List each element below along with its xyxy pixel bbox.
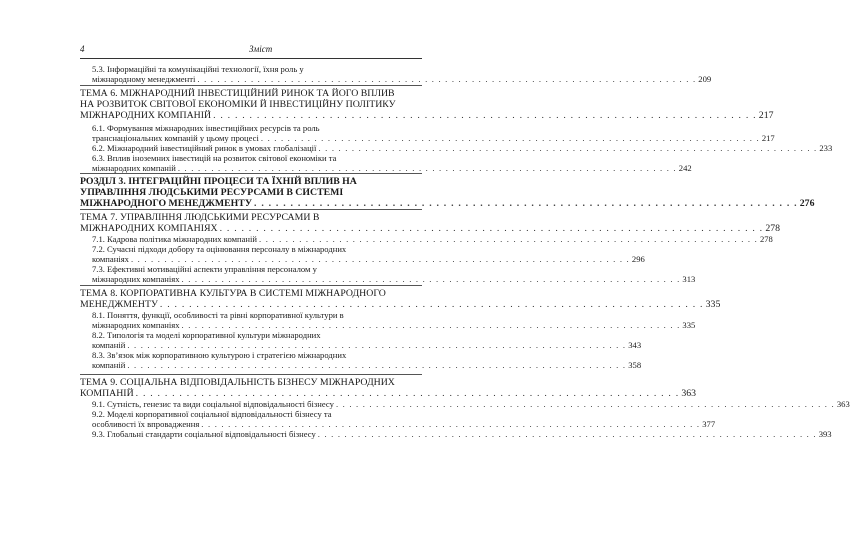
- dot-leader: . . . . . . . . . . . . . . . . . . . . . . . . . . . . . . . . . . . . . . . . . . . . . . . . . . . . . . . . . . . . . . . . . . . . . . . . . . .: [335, 399, 835, 409]
- toc-entry-last-line: [80, 223, 781, 235]
- toc-entry-sub[interactable]: [92, 143, 833, 153]
- dot-leader: . . . . . . . . . . . . . . . . . . . . . . . . . . . . . . . . . . . . . . . . . . . . . . . . . . . . . . . . . . . . . . . . . . . . . . . . . . .: [317, 429, 817, 439]
- toc-entry-last-line: [92, 133, 775, 144]
- toc-entry-sub[interactable]: [92, 244, 645, 265]
- section-divider: [80, 173, 422, 174]
- toc-entry-line: ТЕМА 8. КОРПОРАТИВНА КУЛЬТУРА В СИСТЕМІ МІЖНАРОДНОГО: [80, 288, 386, 299]
- toc-entry-last-line: [92, 360, 642, 371]
- toc-page-number: 217: [761, 133, 775, 144]
- toc-entry-title: компаній: [92, 360, 126, 371]
- toc-entry-last-line: [92, 399, 850, 409]
- toc-entry-title: міжнародних компаній: [92, 163, 176, 174]
- toc-entry-last-line: [92, 74, 712, 85]
- toc-entry-theme[interactable]: [80, 88, 774, 122]
- toc-entry-sub[interactable]: [92, 350, 642, 371]
- toc-entry-last-line: [80, 110, 774, 122]
- toc-entry-title: особливості їх впровадження: [92, 419, 200, 430]
- toc-entry-line: УПРАВЛІННЯ ЛЮДСЬКИМИ РЕСУРСАМИ В СИСТЕМІ: [80, 187, 344, 199]
- toc-entry-line: 7.2. Сучасні підходи добору та оцінювання персоналу в міжнародних: [92, 244, 347, 254]
- section-divider: [80, 374, 422, 375]
- dot-leader: . . . . . . . . . . . . . . . . . . . . . . . . . . . . . . . . . . . . . . . . . . . . . . . . . . . . . . . . . . . . . . . . . . . . . . . . . . .: [181, 274, 681, 285]
- dot-leader: . . . . . . . . . . . . . . . . . . . . . . . . . . . . . . . . . . . . . . . . . . . . . . . . . . . . . . . . . . . . . . . . . . . . . . . . . . .: [197, 74, 697, 85]
- toc-page-number: 335: [682, 320, 696, 331]
- dot-leader: . . . . . . . . . . . . . . . . . . . . . . . . . . . . . . . . . . . . . . . . . . . . . . . . . . . . . . . . . . . . . . . . . . . . . . . . . . .: [159, 299, 704, 311]
- dot-leader: . . . . . . . . . . . . . . . . . . . . . . . . . . . . . . . . . . . . . . . . . . . . . . . . . . . . . . . . . . . . . . . . . . . . . . . . . . .: [201, 419, 701, 430]
- toc-entry-line: 6.1. Формування міжнародних інвестиційних ресурсів та роль: [92, 123, 320, 133]
- dot-leader: . . . . . . . . . . . . . . . . . . . . . . . . . . . . . . . . . . . . . . . . . . . . . . . . . . . . . . . . . . . . . . . . . . . . . . . . . . .: [127, 360, 627, 371]
- toc-entry-line: 8.1. Поняття, функції, особливості та рівні корпоративної культури в: [92, 310, 344, 320]
- dot-leader: . . . . . . . . . . . . . . . . . . . . . . . . . . . . . . . . . . . . . . . . . . . . . . . . . . . . . . . . . . . . . . . . . . . . . . . . . . .: [259, 234, 758, 244]
- section-divider: [80, 85, 422, 86]
- dot-leader: . . . . . . . . . . . . . . . . . . . . . . . . . . . . . . . . . . . . . . . . . . . . . . . . . . . . . . . . . . . . . . . . . . . . . . . . . . .: [260, 133, 760, 144]
- toc-entry-line: ТЕМА 6. МІЖНАРОДНИЙ ІНВЕСТИЦІЙНИЙ РИНОК ТА ЙОГО ВПЛИВ: [80, 88, 395, 99]
- toc-page-number: 335: [705, 299, 721, 311]
- toc-page-number: 358: [628, 360, 642, 371]
- toc-entry-title: 9.1. Сутність, генезис та види соціальної відповідальності бізнесу: [92, 399, 334, 409]
- toc-entry-line: 8.3. Зв’язок між корпоративною культурою і стратегією міжнародних: [92, 350, 347, 360]
- toc-entry-sub[interactable]: [92, 409, 716, 430]
- toc-entry-title: компаній: [92, 340, 126, 351]
- dot-leader: . . . . . . . . . . . . . . . . . . . . . . . . . . . . . . . . . . . . . . . . . . . . . . . . . . . . . . . . . . . . . . . . . . . . . . . . . . .: [318, 143, 818, 153]
- toc-entry-title: 9.3. Глобальні стандарти соціальної відповідальності бізнесу: [92, 429, 316, 439]
- toc-entry-line: 8.2. Типологія та моделі корпоративної культури міжнародних: [92, 330, 321, 340]
- toc-entry-last-line: [92, 429, 832, 439]
- toc-entry-last-line: [80, 299, 721, 311]
- toc-entry-sub[interactable]: [92, 429, 832, 439]
- dot-leader: . . . . . . . . . . . . . . . . . . . . . . . . . . . . . . . . . . . . . . . . . . . . . . . . . . . . . . . . . . . . . . . . . . . . . . . . . . .: [213, 110, 757, 122]
- toc-entry-last-line: [92, 254, 645, 265]
- toc-entry-theme[interactable]: [80, 212, 781, 235]
- toc-entry-sub[interactable]: [92, 123, 775, 144]
- dot-leader: . . . . . . . . . . . . . . . . . . . . . . . . . . . . . . . . . . . . . . . . . . . . . . . . . . . . . . . . . . . . . . . . . . . . . . . . . . .: [135, 388, 680, 400]
- toc-entry-sub[interactable]: [92, 234, 773, 244]
- toc-entry-last-line: [92, 320, 696, 331]
- toc-entry-title: МІЖНАРОДНИХ КОМПАНІЙ: [80, 110, 212, 122]
- toc-entry-last-line: [92, 340, 642, 351]
- toc-entry-title: 6.2. Міжнародний інвестиційний ринок в умовах глобалізації: [92, 143, 317, 153]
- toc-entry-title: КОМПАНІЙ: [80, 388, 134, 400]
- toc-entry-line: 7.3. Ефективні мотиваційні аспекти управління персоналом у: [92, 264, 317, 274]
- toc-entry-line: НА РОЗВИТОК СВІТОВОЇ ЕКОНОМІКИ Й ІНВЕСТИЦІЙНУ ПОЛІТИКУ: [80, 99, 396, 111]
- toc-page-number: 377: [702, 419, 716, 430]
- toc-entry-last-line: [92, 234, 773, 244]
- toc-entry-sub[interactable]: [92, 153, 692, 174]
- dot-leader: . . . . . . . . . . . . . . . . . . . . . . . . . . . . . . . . . . . . . . . . . . . . . . . . . . . . . . . . . . . . . . . . . . . . . . . . . . .: [254, 198, 798, 210]
- toc-entry-title: транснаціональних компаній у цьому процесі: [92, 133, 259, 144]
- toc-entry-last-line: [80, 198, 815, 210]
- toc-entry-line: РОЗДІЛ 3. ІНТЕГРАЦІЙНІ ПРОЦЕСИ ТА ЇХНІЙ ВПЛИВ НА: [80, 176, 357, 187]
- toc-entry-last-line: [80, 388, 697, 400]
- toc-entry-line: 5.3. Інформаційні та комунікаційні технології, їхня роль у: [92, 64, 304, 74]
- toc-entry-title: міжнародних компаніях: [92, 274, 180, 285]
- toc-entry-sub[interactable]: [92, 330, 642, 351]
- toc-page-number: 276: [799, 198, 815, 210]
- toc-entry-title: 7.1. Кадрова політика міжнародних компаній: [92, 234, 258, 244]
- toc-entry-theme[interactable]: [80, 288, 721, 311]
- dot-leader: . . . . . . . . . . . . . . . . . . . . . . . . . . . . . . . . . . . . . . . . . . . . . . . . . . . . . . . . . . . . . . . . . . . . . . . . . . .: [130, 254, 630, 265]
- toc-page-number: 393: [818, 429, 832, 439]
- toc-page-number: 313: [682, 274, 696, 285]
- toc-entry-title: МЕНЕДЖМЕНТУ: [80, 299, 158, 311]
- section-divider: [80, 285, 422, 286]
- toc-entry-last-line: [92, 163, 692, 174]
- toc-entry-title: МІЖНАРОДНОГО МЕНЕДЖМЕНТУ: [80, 198, 253, 210]
- toc-page-number: 296: [631, 254, 645, 265]
- dot-leader: . . . . . . . . . . . . . . . . . . . . . . . . . . . . . . . . . . . . . . . . . . . . . . . . . . . . . . . . . . . . . . . . . . . . . . . . . . .: [127, 340, 627, 351]
- toc-page-number: 278: [759, 234, 773, 244]
- toc-page-number: 209: [698, 74, 712, 85]
- toc-page-number: 242: [678, 163, 692, 174]
- section-divider: [80, 209, 422, 210]
- toc-entry-section[interactable]: [80, 176, 815, 210]
- toc-entry-last-line: [92, 143, 833, 153]
- toc-page-number: 217: [758, 110, 774, 122]
- toc-entry-theme[interactable]: [80, 377, 697, 400]
- toc-entry-line: ТЕМА 7. УПРАВЛІННЯ ЛЮДСЬКИМИ РЕСУРСАМИ В: [80, 212, 320, 223]
- toc-entry-last-line: [92, 274, 696, 285]
- toc-page-number: 233: [819, 143, 833, 153]
- toc-entry-title: компаніях: [92, 254, 129, 265]
- toc-entry-line: 6.3. Вплив іноземних інвестицій на розвиток світової економіки та: [92, 153, 337, 163]
- toc-entry-last-line: [92, 419, 716, 430]
- toc-entry-sub[interactable]: [92, 310, 696, 331]
- dot-leader: . . . . . . . . . . . . . . . . . . . . . . . . . . . . . . . . . . . . . . . . . . . . . . . . . . . . . . . . . . . . . . . . . . . . . . . . . . .: [219, 223, 764, 235]
- toc-entry-sub[interactable]: [92, 64, 712, 85]
- toc-page-number: 278: [765, 223, 781, 235]
- dot-leader: . . . . . . . . . . . . . . . . . . . . . . . . . . . . . . . . . . . . . . . . . . . . . . . . . . . . . . . . . . . . . . . . . . . . . . . . . . .: [181, 320, 681, 331]
- page-number: 4: [80, 44, 85, 54]
- page-title: Зміст: [249, 44, 273, 54]
- toc-page-number: 363: [681, 388, 697, 400]
- toc-page-number: 363: [836, 399, 850, 409]
- dot-leader: . . . . . . . . . . . . . . . . . . . . . . . . . . . . . . . . . . . . . . . . . . . . . . . . . . . . . . . . . . . . . . . . . . . . . . . . . . .: [177, 163, 677, 174]
- toc-entry-title: МІЖНАРОДНИХ КОМПАНІЯХ: [80, 223, 218, 235]
- toc-entry-title: міжнародних компаніях: [92, 320, 180, 331]
- toc-entry-sub[interactable]: [92, 399, 850, 409]
- toc-entry-title: міжнародному менеджменті: [92, 74, 196, 85]
- toc-entry-line: 9.2. Моделі корпоративної соціальної відповідальності бізнесу та: [92, 409, 332, 419]
- toc-page-number: 343: [628, 340, 642, 351]
- toc-entry-line: ТЕМА 9. СОЦІАЛЬНА ВІДПОВІДАЛЬНІСТЬ БІЗНЕСУ МІЖНАРОДНИХ: [80, 377, 395, 388]
- toc-entry-sub[interactable]: [92, 264, 696, 285]
